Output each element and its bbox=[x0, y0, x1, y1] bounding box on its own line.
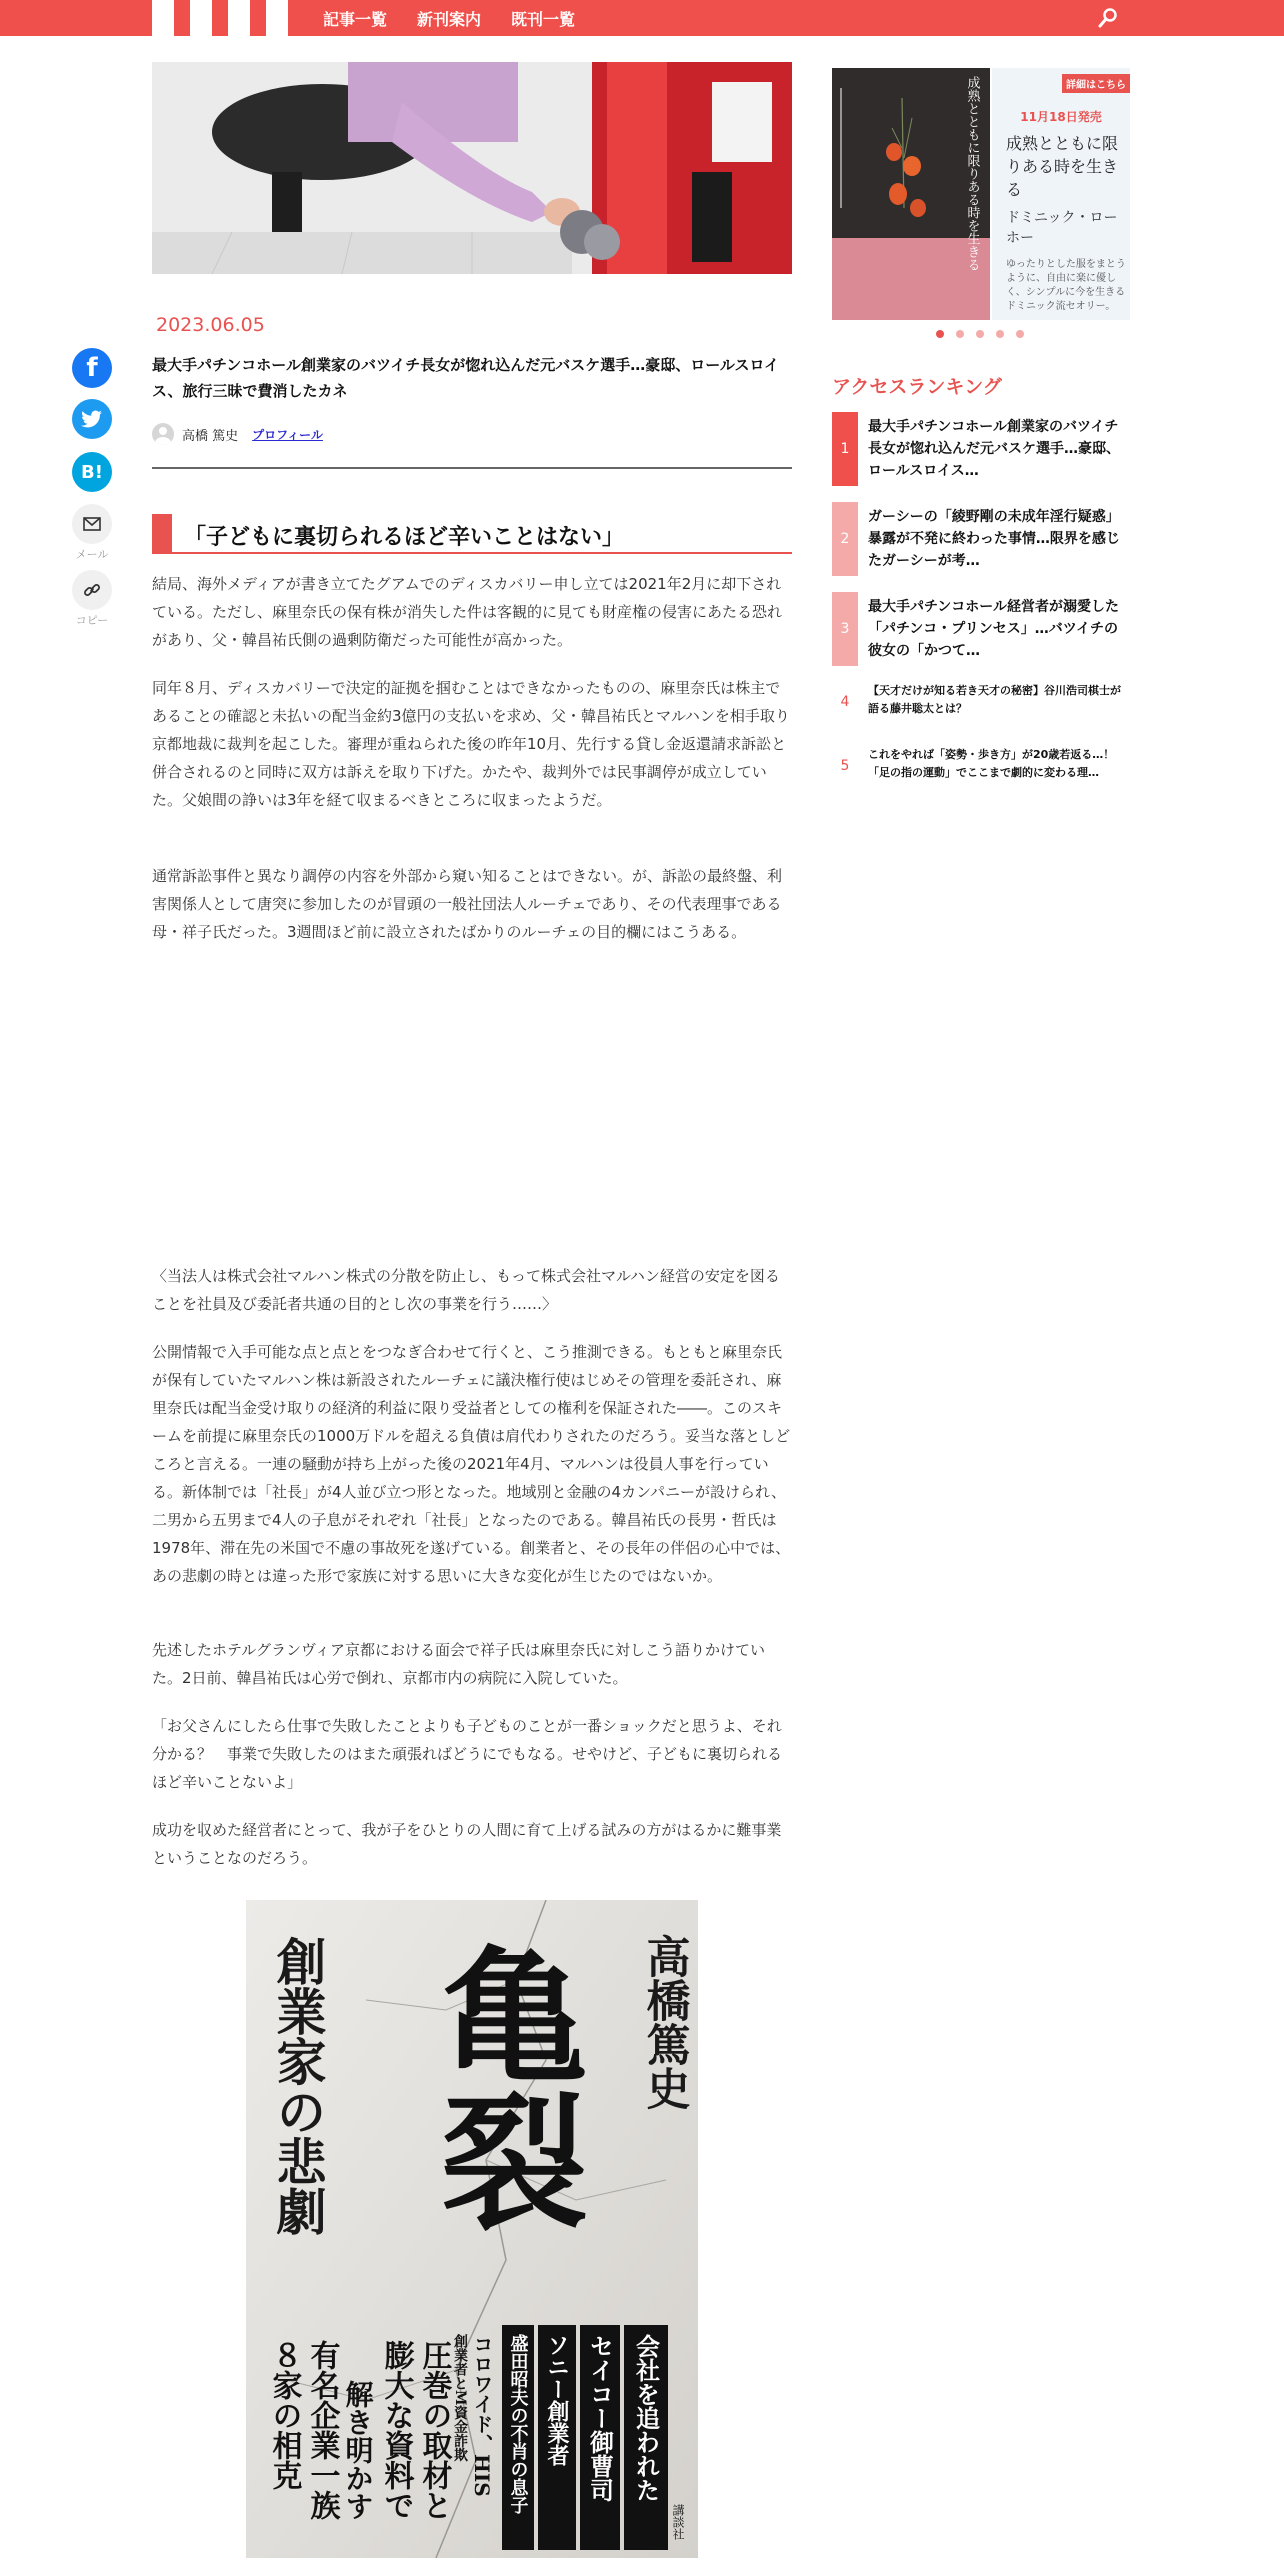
heading-accent-bar bbox=[152, 514, 172, 552]
promo-release-date: 11月18日発売 bbox=[1020, 110, 1102, 124]
nav-article-list[interactable]: 記事一覧 bbox=[323, 9, 388, 29]
cover-lead-1: 圧巻の取材と bbox=[416, 2340, 452, 2520]
promo-info-panel bbox=[992, 68, 1130, 320]
twitter-icon bbox=[72, 399, 112, 439]
paragraph-4: 〈当法人は株式会社マルハン株式の分散を防止し、もって株式会社マルハン経営の安定を図ることを社員及び委託者共通の目的とし次の事業を行う……〉 bbox=[152, 1267, 780, 1313]
ranking-item-5[interactable] bbox=[832, 746, 1132, 802]
article-hero-image bbox=[152, 62, 792, 274]
promo-banner[interactable] bbox=[832, 68, 1130, 320]
cover-publisher: 講談社 bbox=[671, 2504, 685, 2540]
author-profile-link[interactable]: プロフィール bbox=[252, 427, 323, 442]
hatena-icon: B! bbox=[72, 452, 112, 492]
cover-lead-2: 膨大な資料で bbox=[378, 2340, 414, 2520]
promo-cover-title: 成熟とともに限りある時を生きる bbox=[964, 76, 980, 271]
cover-lead-3: 解き明かす bbox=[341, 2380, 375, 2520]
rank-title: ガーシーの「綾野剛の未成年淫行疑惑」暴露が不発に終わった事情…限界を感じたガーシーが考… bbox=[868, 509, 1120, 569]
paragraph-1: 結局、海外メディアが書き立てたグアムでのディスカバリー申し立ては2021年2月に却下されている。ただし、麻里奈氏の保有株が消失した件は客観的に見ても財産権の侵害にあたる恐れがあり、父・韓昌祐氏側の過剰防衛だった可能性が高かった。 bbox=[152, 575, 783, 649]
paragraph-2: 同年８月、ディスカバリーで決定的証拠を掴むことはできなかったものの、麻里奈氏は株主であることの確認と未払いの配当金約3億円の支払いを求め、父・韓昌祐氏とマルハンを相手取り京都地裁に裁判を起こした。審理が重ねられた後の昨年10月、先行する貸し金返還請求訴訟と併合されるのと同時に双方は訴えを取り下げた。かたや、裁判外では民事調停が成立していた。父娘間の諍いは3年を経て収まるべきところに収まったようだ。 bbox=[152, 679, 790, 809]
paragraph-7: 「お父さんにしたら仕事で失敗したことよりも子どものことが一番ショックだと思うよ、それ分かる？ 事業で失敗したのはまた頑張ればどうにでもなる。せやけど、子どもに裏切られるほど辛いことないよ」 bbox=[152, 1717, 783, 1791]
author-name: 高橋 篤史 bbox=[182, 428, 239, 444]
mail-icon bbox=[72, 504, 112, 544]
search-icon[interactable] bbox=[1096, 6, 1120, 30]
article-date: 2023.06.05 bbox=[156, 314, 265, 336]
share-facebook-button[interactable] bbox=[72, 348, 112, 388]
cover-subtitle: 創業家の悲劇 bbox=[268, 1936, 328, 2236]
nav-new-books[interactable]: 新刊案内 bbox=[417, 9, 482, 29]
share-hatena-button[interactable] bbox=[72, 452, 112, 492]
paragraph-6: 先述したホテルグランヴィア京都における面会で祥子氏は麻里奈氏に対しこう語りかけていた。2日前、韓昌祐氏は心労で倒れ、京都市内の病院に入院していた。 bbox=[152, 1641, 766, 1687]
cover-lead-5: ８家の相克 bbox=[266, 2340, 302, 2490]
section-heading-text: 「子どもに裏切られるほど辛いことはない」 bbox=[184, 525, 625, 550]
ranking-item-2[interactable] bbox=[832, 502, 1132, 576]
carousel-dot-2[interactable] bbox=[956, 330, 964, 338]
rank-title: これをやれば「姿勢・歩き方」が20歳若返る…！ 「足の指の運動」でここまで劇的に変わる理… bbox=[868, 748, 1126, 779]
paragraph-8: 成功を収めた経営者にとって、我が子をひとりの人間に育て上げる試みの方がはるかに難事業ということなのだろう。 bbox=[152, 1821, 782, 1867]
link-icon bbox=[72, 570, 112, 610]
rank-title: 【天才だけが知る若き天才の秘密】谷川浩司棋士が語る藤井聡太とは？ bbox=[868, 684, 1121, 715]
main-nav bbox=[323, 0, 605, 36]
cover-title: 亀裂 bbox=[416, 1940, 588, 2232]
copy-label: コピー bbox=[75, 614, 109, 627]
paragraph-5: 公開情報で入手可能な点と点とをつなぎ合わせて行くと、こう推測できる。もともと麻里奈氏が保有していたマルハン株は新設されたルーチェに議決権行使はじめその管理を委託され、麻里奈氏は配当金受け取りの経済的利益に限り受益者としての権利を保証された――。このスキームを前提に麻里奈氏の1000万ドルを超える負債は肩代わりされたのだろう。妥当な落としどころと言える。一連の騒動が持ち上がった後の2021年4月、マルハンは役員人事を行っている。新体制では「社長」が4人並び立つ形となった。地域別と金融の4カンパニーが設けられ、二男から五男まで4人の子息がそれぞれ「社長」となったのである。韓昌祐氏の長男・哲氏は1978年、滞在先の米国で不慮の事故死を遂げている。創業者と、その長年の伴侶の心中では、あの悲劇の時とは違った形で家族に対する思いに大きな変化が生じたのではないか。 bbox=[152, 1343, 791, 1585]
promo-details-badge[interactable]: 詳細はこちら bbox=[1062, 74, 1130, 93]
rank-title: 最大手パチンコホール創業家のバツイチ長女が惚れ込んだ元バスケ選手…豪邸、ロールスロイス… bbox=[868, 419, 1120, 479]
carousel-dot-5[interactable] bbox=[1016, 330, 1024, 338]
rank-number: 5 bbox=[840, 758, 850, 774]
ranking-item-3[interactable] bbox=[832, 592, 1132, 666]
author-line bbox=[152, 422, 323, 446]
ranking-item-1[interactable] bbox=[832, 412, 1132, 486]
cover-blurb-4: 盛田昭夫の不肖の息子 bbox=[507, 2334, 529, 2514]
ranking-item-4[interactable] bbox=[832, 682, 1132, 722]
rank-number: 3 bbox=[832, 592, 858, 666]
mail-label: メール bbox=[75, 548, 109, 561]
rank-number: 4 bbox=[840, 694, 850, 710]
nav-back-issues[interactable]: 既刊一覧 bbox=[511, 9, 576, 29]
site-header bbox=[0, 0, 1284, 36]
carousel-dot-1[interactable] bbox=[936, 330, 944, 338]
cover-author: 高橋篤史 bbox=[638, 1934, 690, 2110]
rank-number: 1 bbox=[832, 412, 858, 486]
carousel-dot-3[interactable] bbox=[976, 330, 984, 338]
site-logo[interactable] bbox=[152, 0, 289, 36]
carousel-dot-4[interactable] bbox=[996, 330, 1004, 338]
cover-blurb-3: ソニー創業者 bbox=[544, 2334, 570, 2466]
section-heading bbox=[152, 514, 792, 554]
paragraph-3: 通常訴訟事件と異なり調停の内容を外部から窺い知ることはできない。が、訴訟の最終盤、利害関係人として唐突に参加したのが冒頭の一般社団法人ルーチェであり、その代表理事である母・祥子氏だった。3週間ほど前に設立されたばかりのルーチェの目的欄にはこうある。 bbox=[152, 867, 783, 941]
cover-blurb-2: セイコー御曹司 bbox=[585, 2334, 615, 2502]
avatar bbox=[152, 423, 174, 445]
rank-title: 最大手パチンコホール経営者が溺愛した「パチンコ・プリンセス」…バツイチの彼女の「かつて… bbox=[868, 599, 1120, 659]
share-mail-button[interactable] bbox=[72, 504, 112, 562]
book-cover-image[interactable] bbox=[246, 1900, 698, 2558]
share-copy-button[interactable] bbox=[72, 570, 112, 628]
rank-number: 2 bbox=[832, 502, 858, 576]
promo-description: ゆったりとした服をまとうように、自由に楽に優しく、シンプルに今を生きるドミニック流セオリー。 bbox=[1006, 259, 1126, 312]
carousel-dots bbox=[936, 330, 1036, 338]
cover-blurb-1: 会社を追われた bbox=[631, 2334, 661, 2502]
cover-blurb-6: 創業者とM資金詐欺 bbox=[452, 2334, 468, 2462]
ranking-heading: アクセスランキング bbox=[832, 376, 1002, 398]
share-twitter-button[interactable] bbox=[72, 399, 112, 439]
facebook-icon: f bbox=[72, 348, 112, 388]
promo-title: 成熟とともに限りある時を生きる bbox=[1006, 134, 1119, 199]
promo-author: ドミニック・ローホー bbox=[1006, 210, 1118, 246]
divider bbox=[152, 467, 792, 469]
article-title: 最大手パチンコホール創業家のバツイチ長女が惚れ込んだ元バスケ選手…豪邸、ロールスロイス、旅行三昧で費消したカネ bbox=[152, 356, 780, 400]
cover-lead-4: 有名企業一族 bbox=[304, 2340, 340, 2520]
cover-blurb-5: コロワイド、HIS bbox=[470, 2334, 494, 2497]
promo-book-cover bbox=[832, 68, 990, 320]
